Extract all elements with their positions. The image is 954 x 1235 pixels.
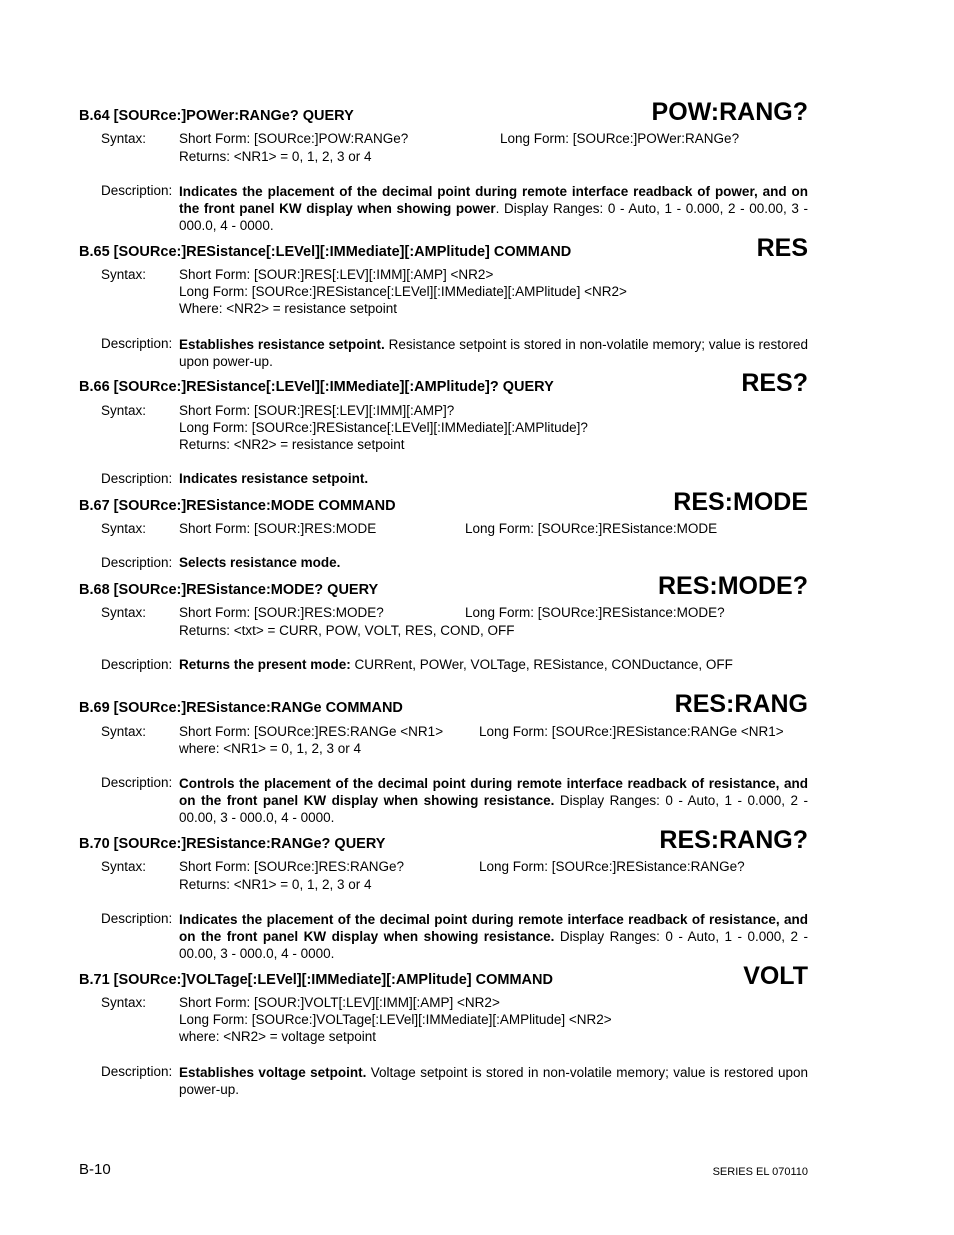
long-form: Long Form: [SOURce:]RESistance:RANGe <NR1>: [479, 724, 784, 739]
section-title-b67: B.67 [SOURce:]RESistance:MODE COMMAND: [79, 498, 396, 514]
description-label: Description:: [101, 336, 173, 351]
description-label: Description:: [101, 657, 173, 672]
section-title-b70: B.70 [SOURce:]RESistance:RANGe? QUERY: [79, 836, 386, 852]
section-title-b68: B.68 [SOURce:]RESistance:MODE? QUERY: [79, 582, 379, 598]
description-bold: Indicates the placement of the decimal point during remote interface readback of resistance, and on the front panel KW display when showing resistance.: [179, 912, 808, 944]
description-rest: Display Ranges: 0 - Auto, 1 - 0.000, 2 - 00.00, 3 - 000.0, 4 - 0000.: [179, 793, 808, 825]
short-form: Short Form: [SOUR:]RES:MODE?: [179, 605, 384, 620]
short-form: Short Form: [SOUR:]RES:MODE: [179, 521, 377, 536]
mnemonic-b70: RES:RANG?: [659, 826, 808, 854]
description-label: Description:: [101, 555, 173, 570]
description-bold: Establishes voltage setpoint.: [179, 1065, 367, 1080]
section-title-b69: B.69 [SOURce:]RESistance:RANGe COMMAND: [79, 700, 403, 716]
description-text: [179, 1064, 808, 1098]
description-text: [179, 336, 808, 370]
syntax-label: Syntax:: [101, 131, 147, 146]
section-title-b71: B.71 [SOURce:]VOLTage[:LEVel][:IMMediate][:AMPlitude] COMMAND: [79, 972, 553, 988]
short-form: Short Form: [SOUR:]VOLT[:LEV][:IMM][:AMP] <NR2>: [179, 995, 500, 1010]
syntax-label: Syntax:: [101, 859, 147, 874]
where-line: where: <NR2> = voltage setpoint: [179, 1029, 376, 1044]
description-label: Description:: [101, 471, 173, 486]
description-bold: Controls the placement of the decimal point during remote interface readback of resistance, and on the front panel KW display when showing resistance.: [179, 776, 808, 808]
description-bold: Selects resistance mode.: [179, 555, 341, 570]
long-form: Long Form: [SOURce:]RESistance[:LEVel][:IMMediate][:AMPlitude]?: [179, 420, 588, 435]
section-title-b64: B.64 [SOURce:]POWer:RANGe? QUERY: [79, 108, 354, 124]
long-form: Long Form: [SOURce:]VOLTage[:LEVel][:IMMediate][:AMPlitude] <NR2>: [179, 1012, 612, 1027]
short-form: Short Form: [SOURce:]POW:RANGe?: [179, 131, 409, 146]
syntax-label: Syntax:: [101, 724, 147, 739]
long-form: Long Form: [SOURce:]POWer:RANGe?: [500, 131, 740, 146]
description-label: Description:: [101, 775, 173, 790]
long-form: Long Form: [SOURce:]RESistance[:LEVel][:IMMediate][:AMPlitude] <NR2>: [179, 284, 627, 299]
returns-line: Returns: <NR1> = 0, 1, 2, 3 or 4: [179, 149, 372, 164]
section-title-b65: B.65 [SOURce:]RESistance[:LEVel][:IMMediate][:AMPlitude] COMMAND: [79, 244, 572, 260]
returns-line: Returns: <txt> = CURR, POW, VOLT, RES, COND, OFF: [179, 623, 515, 638]
short-form: Short Form: [SOURce:]RES:RANGe <NR1>: [179, 724, 444, 739]
syntax-label: Syntax:: [101, 605, 147, 620]
description-text: [179, 183, 808, 234]
mnemonic-b71: VOLT: [743, 962, 808, 990]
returns-line: Returns: <NR2> = resistance setpoint: [179, 437, 405, 452]
mnemonic-b66: RES?: [741, 369, 808, 397]
document-id: SERIES EL 070110: [712, 1166, 808, 1178]
mnemonic-b65: RES: [756, 234, 808, 262]
description-bold: Establishes resistance setpoint.: [179, 337, 385, 352]
description-label: Description:: [101, 183, 173, 198]
returns-line: Returns: <NR1> = 0, 1, 2, 3 or 4: [179, 877, 372, 892]
syntax-label: Syntax:: [101, 521, 147, 536]
mnemonic-b64: POW:RANG?: [651, 98, 808, 126]
page-number: B-10: [79, 1161, 111, 1178]
where-line: Where: <NR2> = resistance setpoint: [179, 301, 397, 316]
description-rest: . Display Ranges: 0 - Auto, 1 - 0.000, 2 - 00.00, 3 - 000.0, 4 - 0000.: [179, 201, 809, 233]
where-line: where: <NR1> = 0, 1, 2, 3 or 4: [179, 741, 361, 756]
mnemonic-b68: RES:MODE?: [658, 572, 808, 600]
syntax-label: Syntax:: [101, 267, 147, 282]
mnemonic-b67: RES:MODE: [673, 488, 808, 516]
syntax-label: Syntax:: [101, 995, 147, 1010]
long-form: Long Form: [SOURce:]RESistance:RANGe?: [479, 859, 745, 874]
description-rest: Voltage setpoint is stored in non-volatile memory; value is restored upon power-up.: [179, 1065, 808, 1097]
long-form: Long Form: [SOURce:]RESistance:MODE?: [465, 605, 725, 620]
short-form: Short Form: [SOUR:]RES[:LEV][:IMM][:AMP] <NR2>: [179, 267, 494, 282]
description-bold: Returns the present mode:: [179, 657, 351, 672]
description-bold: Indicates the placement of the decimal point during remote interface readback of power, and on the front panel KW display when showing power: [179, 184, 808, 216]
mnemonic-b69: RES:RANG: [674, 690, 808, 718]
description-rest: Resistance setpoint is stored in non-volatile memory; value is restored upon power-up.: [179, 337, 808, 369]
description-rest: Display Ranges: 0 - Auto, 1 - 0.000, 2 - 00.00, 3 - 000.0, 4 - 0000.: [179, 929, 808, 961]
description-text: [179, 775, 808, 826]
long-form: Long Form: [SOURce:]RESistance:MODE: [465, 521, 718, 536]
description-label: Description:: [101, 911, 173, 926]
description-label: Description:: [101, 1064, 173, 1079]
short-form: Short Form: [SOURce:]RES:RANGe?: [179, 859, 405, 874]
description-text: [179, 911, 808, 962]
description-rest: CURRent, POWer, VOLTage, RESistance, CONDuctance, OFF: [350, 657, 733, 672]
description-text: [179, 657, 733, 672]
description-bold: Indicates resistance setpoint.: [179, 471, 369, 486]
section-title-b66: B.66 [SOURce:]RESistance[:LEVel][:IMMediate][:AMPlitude]? QUERY: [79, 379, 554, 395]
syntax-label: Syntax:: [101, 403, 147, 418]
short-form: Short Form: [SOUR:]RES[:LEV][:IMM][:AMP]?: [179, 403, 455, 418]
